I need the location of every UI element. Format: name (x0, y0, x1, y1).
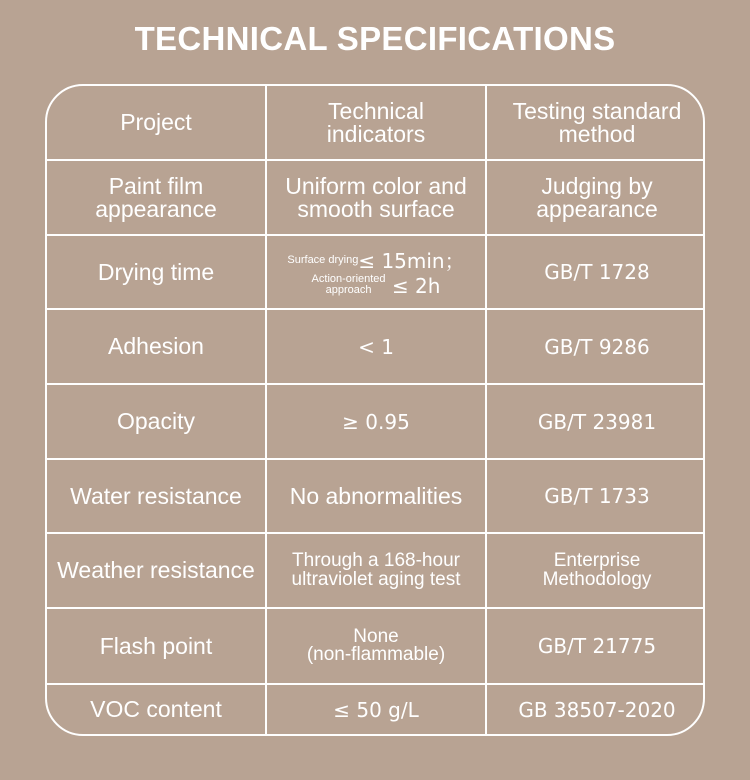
row-indicator: ≥ 0.95 (266, 384, 486, 459)
row-standard: Enterprise Methodology (486, 533, 705, 608)
row-indicator: None (non-flammable) (266, 608, 486, 684)
table-header-row (47, 86, 705, 160)
row-project: Paint film appearance (47, 160, 266, 235)
row-indicator: No abnormalities (266, 459, 486, 533)
header-technical-indicators (266, 86, 486, 160)
header-standard-line1: Testing standard (512, 97, 682, 124)
row-project: Flash point (47, 608, 266, 684)
table-row (47, 684, 705, 734)
drying-action-line: Action-oriented approach ≤ 2h (311, 273, 441, 298)
table-row (47, 533, 705, 608)
row-project: VOC content (47, 684, 266, 734)
row-project: Water resistance (47, 459, 266, 533)
header-project: Project (47, 86, 266, 160)
table-row (47, 309, 705, 384)
row-project: Adhesion (47, 309, 266, 384)
row-indicator: Through a 168-hour ultraviolet aging test (266, 533, 486, 608)
header-indicators-line2: indicators (326, 120, 426, 147)
row-indicator: ≤ 50 g/L (266, 684, 486, 734)
row-standard: GB/T 21775 (486, 608, 705, 684)
table-row (47, 235, 705, 309)
row-standard: GB/T 9286 (486, 309, 705, 384)
row-standard: GB/T 1728 (486, 235, 705, 309)
header-indicators-line1: Technical (328, 97, 424, 124)
row-indicator: < 1 (266, 309, 486, 384)
row-standard: GB/T 23981 (486, 384, 705, 459)
row-project: Drying time (47, 235, 266, 309)
table-row (47, 384, 705, 459)
table-row (47, 160, 705, 235)
row-standard: GB/T 1733 (486, 459, 705, 533)
header-testing-standard (486, 86, 705, 160)
page-title: TECHNICAL SPECIFICATIONS (134, 20, 616, 57)
table-row (47, 459, 705, 533)
row-standard: GB 38507-2020 (486, 684, 705, 734)
row-project: Opacity (47, 384, 266, 459)
table-row (47, 608, 705, 684)
row-standard: Judging by appearance (486, 160, 705, 235)
row-project: Weather resistance (47, 533, 266, 608)
header-standard-line2: method (558, 120, 636, 147)
row-indicator: Uniform color and smooth surface (266, 160, 486, 235)
spec-table (45, 84, 705, 736)
drying-surface-line: Surface drying≤ 15min； (287, 248, 465, 273)
row-indicator (266, 235, 486, 309)
